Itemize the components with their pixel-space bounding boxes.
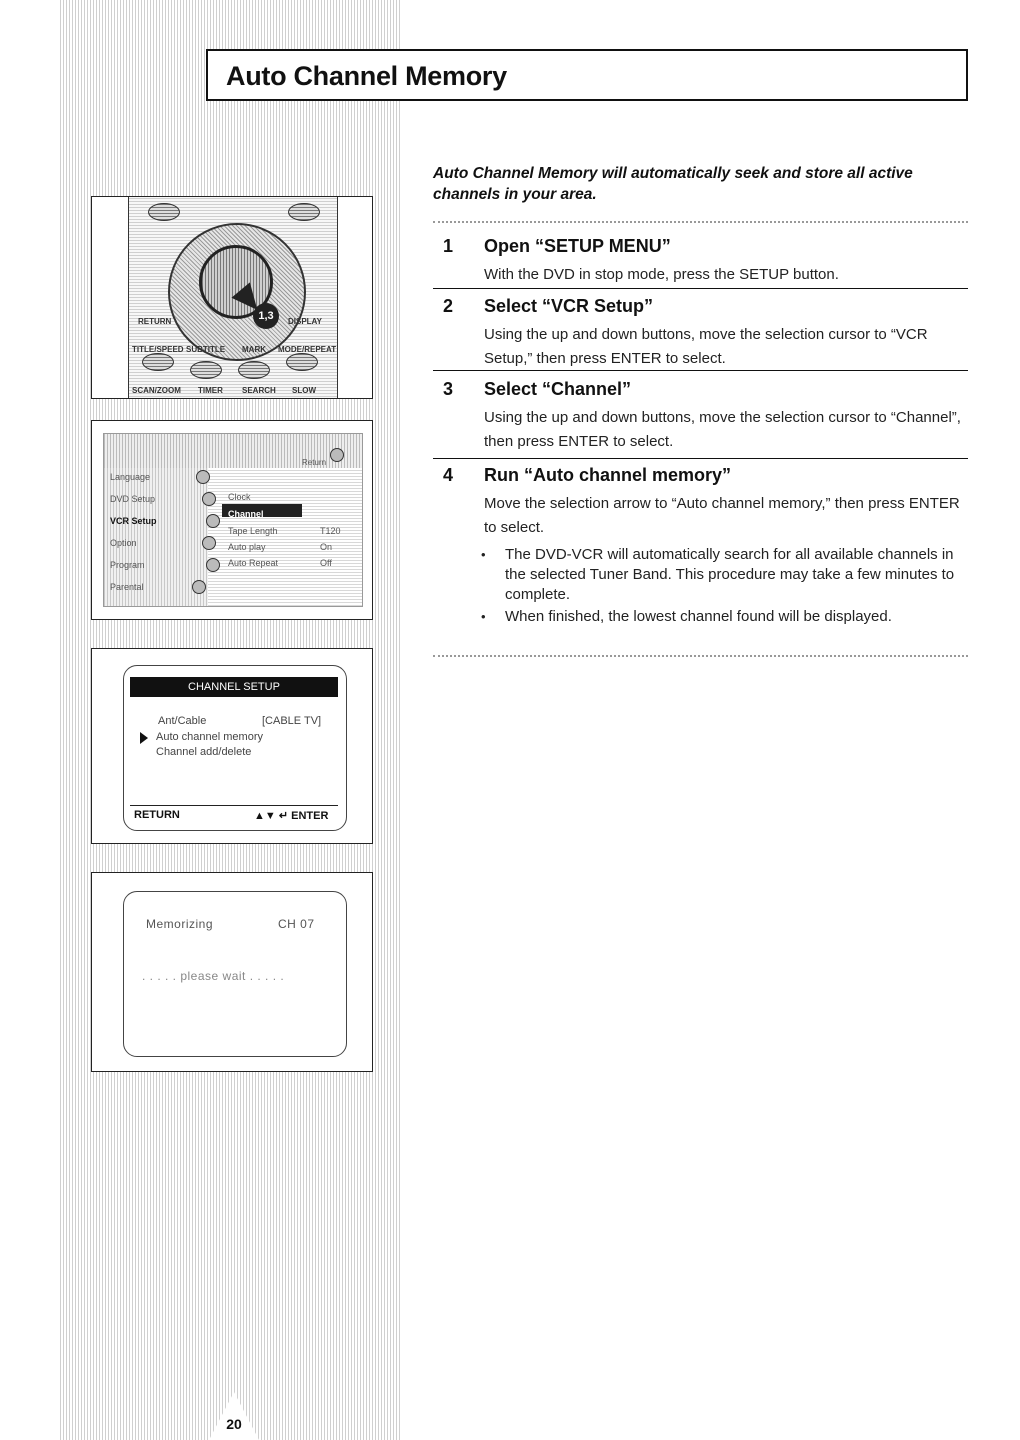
remote-key-icon xyxy=(190,361,222,379)
remote-key-icon xyxy=(148,203,180,221)
menu-screen xyxy=(103,433,363,607)
menu-item: Program xyxy=(110,560,145,570)
menu-item: Language xyxy=(110,472,151,482)
menu-sub-value: On xyxy=(320,542,333,552)
menu-icon xyxy=(202,536,216,550)
menu-return-label: Return xyxy=(302,458,327,467)
page-number: 20 xyxy=(226,1416,242,1432)
channel-setup-illustration xyxy=(91,648,373,844)
menu-sub-item: Tape Length xyxy=(228,526,278,536)
step-heading: Run “Auto channel memory” xyxy=(484,465,732,485)
menu-sub-item-label: Channel xyxy=(228,509,264,519)
note-item: • The DVD-VCR will automatically search for all available channels in the selected Tuner Band. This procedure may take a few minutes to complete. xyxy=(473,545,968,605)
remote-label: TIMER xyxy=(198,386,223,395)
notes-list xyxy=(473,545,968,629)
remote-label: TITLE/SPEED xyxy=(132,345,184,354)
selection-arrow-icon xyxy=(140,732,148,744)
menu-sub-value: Off xyxy=(320,558,332,568)
step-body: Using the up and down buttons, move the selection cursor to “Channel”, then press ENTER to select. xyxy=(484,409,961,450)
return-hint: RETURN xyxy=(134,809,180,821)
menu-sub-item: Auto Repeat xyxy=(228,558,279,568)
menu-icon xyxy=(196,470,210,484)
remote-label: SEARCH xyxy=(242,386,276,395)
auto-channel-memory-item: Auto channel memory xyxy=(156,731,263,743)
menu-icon xyxy=(192,580,206,594)
page-title-box xyxy=(206,49,968,101)
menu-sub-item: Clock xyxy=(228,492,251,502)
menu-sub-item-selected xyxy=(222,504,302,517)
remote-label: MODE/REPEAT xyxy=(278,345,337,354)
menu-icon xyxy=(206,514,220,528)
footer-rule xyxy=(130,805,338,806)
menu-item: Parental xyxy=(110,582,144,592)
remote-label: SCAN/ZOOM xyxy=(132,386,181,395)
memorizing-illustration xyxy=(91,872,373,1072)
note-item: • When finished, the lowest channel found will be displayed. xyxy=(473,607,968,627)
channel-add-delete-item: Channel add/delete xyxy=(156,746,252,758)
remote-key-icon xyxy=(238,361,270,379)
step-number: 3 xyxy=(443,379,454,399)
remote-key-icon xyxy=(288,203,320,221)
enter-hint: ▲▼ ↵ ENTER xyxy=(254,810,329,822)
menu-sub-item: Auto play xyxy=(228,542,266,552)
step-divider xyxy=(433,370,968,371)
step-body: With the DVD in stop mode, press the SETUP button. xyxy=(484,266,839,283)
step-badge: 1,3 xyxy=(253,303,279,329)
step-body: Using the up and down buttons, move the selection cursor to “VCR Setup,” then press ENTER to select. xyxy=(484,326,928,367)
dotted-divider-bottom xyxy=(433,655,968,657)
menu-item: DVD Setup xyxy=(110,494,156,504)
menu-sub-value: T120 xyxy=(320,526,341,536)
remote-label: SLOW xyxy=(292,386,316,395)
step-divider xyxy=(433,288,968,289)
remote-key-icon xyxy=(286,353,318,371)
remote-label: DISPLAY xyxy=(288,317,322,326)
step-number: 2 xyxy=(443,296,454,316)
step-divider xyxy=(433,458,968,459)
menu-item-selected: VCR Setup xyxy=(110,516,157,526)
remote-label: MARK xyxy=(242,345,266,354)
return-icon xyxy=(330,448,344,462)
please-wait-text: . . . . . please wait . . . . . xyxy=(142,969,285,983)
remote-label: SUBTITLE xyxy=(186,345,226,354)
step-heading: Open “SETUP MENU” xyxy=(484,236,671,256)
step-heading: Select “VCR Setup” xyxy=(484,296,654,316)
remote-label: RETURN xyxy=(138,317,172,326)
memorizing-label: Memorizing xyxy=(146,917,214,931)
menu-icon xyxy=(206,558,220,572)
ant-cable-label: Ant/Cable xyxy=(158,715,207,727)
step-body: Move the selection arrow to “Auto channel memory,” then press ENTER to select. xyxy=(484,495,960,536)
dotted-divider-top xyxy=(433,221,968,223)
setup-menu-illustration xyxy=(91,420,373,620)
menu-icon xyxy=(202,492,216,506)
ant-cable-value: [CABLE TV] xyxy=(262,715,322,727)
menu-item: Option xyxy=(110,538,137,548)
remote-key-icon xyxy=(142,353,174,371)
intro-text: Auto Channel Memory will automatically seek and store all active channels in your area. xyxy=(433,165,913,203)
memorizing-channel: CH 07 xyxy=(278,917,315,931)
step-number: 4 xyxy=(443,465,454,485)
step-number: 1 xyxy=(443,236,454,256)
step-heading: Select “Channel” xyxy=(484,379,632,399)
channel-setup-header: CHANNEL SETUP xyxy=(130,677,338,697)
remote-illustration xyxy=(91,196,373,399)
page-title: Auto Channel Memory xyxy=(226,61,507,91)
